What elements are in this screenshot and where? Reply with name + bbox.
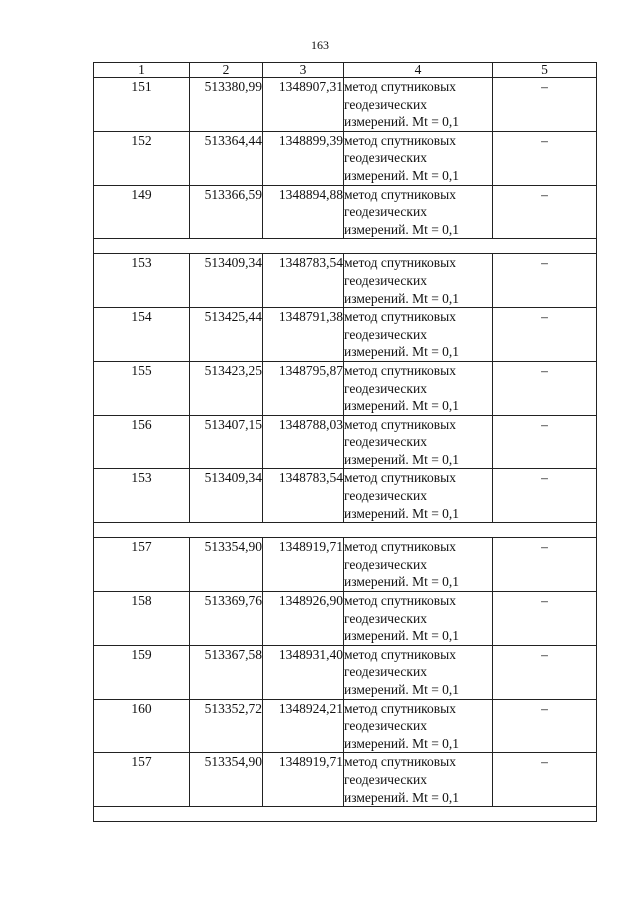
coordinate-x-cell: 513409,34 <box>190 254 263 308</box>
method-line: геодезических <box>344 771 427 787</box>
coordinate-y-cell: 1348791,38 <box>263 308 344 362</box>
coordinate-x-cell: 513380,99 <box>190 78 263 132</box>
method-line: измерений. Mt = 0,1 <box>344 735 460 751</box>
point-number-cell: 153 <box>94 469 190 523</box>
coordinate-x-cell: 513369,76 <box>190 592 263 646</box>
coordinates-table <box>93 62 597 822</box>
method-line: метод спутниковых <box>344 593 456 609</box>
method-line: геодезических <box>344 610 427 626</box>
method-line: метод спутниковых <box>344 539 456 555</box>
method-line: геодезических <box>344 96 427 112</box>
method-cell <box>344 645 493 699</box>
method-line: измерений. Mt = 0,1 <box>344 789 460 805</box>
method-cell <box>344 185 493 239</box>
coordinate-y-cell: 1348926,90 <box>263 592 344 646</box>
coordinate-x-cell: 513425,44 <box>190 308 263 362</box>
page-number: 163 <box>311 38 329 52</box>
method-line: измерений. Mt = 0,1 <box>344 290 460 306</box>
column-5-cell: – <box>493 308 597 362</box>
method-line: измерений. Mt = 0,1 <box>344 221 460 237</box>
coordinate-y-cell: 1348788,03 <box>263 415 344 469</box>
separator-row <box>94 807 597 822</box>
column-5-cell: – <box>493 469 597 523</box>
method-cell <box>344 699 493 753</box>
column-header-3: 3 <box>263 63 344 78</box>
column-5-cell: – <box>493 592 597 646</box>
coordinate-y-cell: 1348919,71 <box>263 753 344 807</box>
method-cell <box>344 308 493 362</box>
method-line: измерений. Mt = 0,1 <box>344 344 460 360</box>
point-number-cell: 151 <box>94 78 190 132</box>
column-5-cell: – <box>493 185 597 239</box>
method-line: геодезических <box>344 718 427 734</box>
method-line: метод спутниковых <box>344 700 456 716</box>
column-5-cell: – <box>493 645 597 699</box>
coordinate-y-cell: 1348899,39 <box>263 131 344 185</box>
point-number-cell: 159 <box>94 645 190 699</box>
coordinate-y-cell: 1348783,54 <box>263 254 344 308</box>
coordinate-x-cell: 513367,58 <box>190 645 263 699</box>
method-line: геодезических <box>344 664 427 680</box>
coordinate-y-cell: 1348783,54 <box>263 469 344 523</box>
table-row <box>94 592 597 646</box>
column-5-cell: – <box>493 254 597 308</box>
table-row <box>94 753 597 807</box>
method-line: геодезических <box>344 434 427 450</box>
coordinate-y-cell: 1348919,71 <box>263 538 344 592</box>
method-line: измерений. Mt = 0,1 <box>344 682 460 697</box>
method-line: геодезических <box>344 488 427 504</box>
coordinate-x-cell: 513409,34 <box>190 469 263 523</box>
method-line: геодезических <box>344 272 427 288</box>
point-number-cell: 156 <box>94 415 190 469</box>
column-header-4: 4 <box>344 63 493 78</box>
method-line: метод спутниковых <box>344 416 456 432</box>
point-number-cell: 160 <box>94 699 190 753</box>
coordinate-x-cell: 513354,90 <box>190 753 263 807</box>
coordinate-x-cell: 513354,90 <box>190 538 263 592</box>
method-cell <box>344 469 493 523</box>
coordinate-y-cell: 1348931,40 <box>263 645 344 699</box>
method-cell <box>344 592 493 646</box>
method-line: геодезических <box>344 150 427 166</box>
method-cell <box>344 131 493 185</box>
coordinate-x-cell: 513364,44 <box>190 131 263 185</box>
column-5-cell: – <box>493 361 597 415</box>
method-line: метод спутниковых <box>344 79 456 94</box>
coordinate-x-cell: 513407,15 <box>190 415 263 469</box>
point-number-cell: 157 <box>94 538 190 592</box>
point-number-cell: 149 <box>94 185 190 239</box>
column-5-cell: – <box>493 131 597 185</box>
table-body <box>94 78 597 822</box>
coordinate-y-cell: 1348907,31 <box>263 78 344 132</box>
table-row <box>94 538 597 592</box>
method-line: измерений. Mt = 0,1 <box>344 167 460 183</box>
method-line: измерений. Mt = 0,1 <box>344 398 460 414</box>
coordinate-x-cell: 513352,72 <box>190 699 263 753</box>
table-row <box>94 131 597 185</box>
method-line: метод спутниковых <box>344 470 456 486</box>
point-number-cell: 153 <box>94 254 190 308</box>
column-header-1: 1 <box>94 63 190 78</box>
method-cell <box>344 415 493 469</box>
coordinate-y-cell: 1348795,87 <box>263 361 344 415</box>
separator-cell <box>94 807 597 822</box>
column-5-cell: – <box>493 538 597 592</box>
method-line: геодезических <box>344 380 427 396</box>
coordinate-y-cell: 1348894,88 <box>263 185 344 239</box>
point-number-cell: 155 <box>94 361 190 415</box>
separator-row <box>94 239 597 254</box>
method-line: метод спутниковых <box>344 309 456 325</box>
table-row <box>94 78 597 132</box>
table-header-row <box>94 63 597 78</box>
table-row <box>94 185 597 239</box>
method-line: измерений. Mt = 0,1 <box>344 451 460 467</box>
method-cell <box>344 753 493 807</box>
separator-cell <box>94 523 597 538</box>
point-number-cell: 158 <box>94 592 190 646</box>
column-header-2: 2 <box>190 63 263 78</box>
method-cell <box>344 538 493 592</box>
method-cell <box>344 78 493 132</box>
point-number-cell: 152 <box>94 131 190 185</box>
column-5-cell: – <box>493 415 597 469</box>
method-line: метод спутниковых <box>344 132 456 148</box>
coordinate-x-cell: 513423,25 <box>190 361 263 415</box>
table-row <box>94 361 597 415</box>
table-row <box>94 308 597 362</box>
method-line: геодезических <box>344 204 427 220</box>
table-row <box>94 469 597 523</box>
method-line: измерений. Mt = 0,1 <box>344 628 460 644</box>
method-line: метод спутниковых <box>344 754 456 770</box>
column-5-cell: – <box>493 699 597 753</box>
method-line: измерений. Mt = 0,1 <box>344 114 460 130</box>
table-row <box>94 254 597 308</box>
column-5-cell: – <box>493 78 597 132</box>
method-line: измерений. Mt = 0,1 <box>344 574 460 590</box>
column-5-cell: – <box>493 753 597 807</box>
point-number-cell: 154 <box>94 308 190 362</box>
coordinate-x-cell: 513366,59 <box>190 185 263 239</box>
column-header-5: 5 <box>493 63 597 78</box>
method-line: измерений. Mt = 0,1 <box>344 505 460 521</box>
method-cell <box>344 361 493 415</box>
method-line: метод спутниковых <box>344 646 456 662</box>
table-row <box>94 645 597 699</box>
method-line: метод спутниковых <box>344 255 456 271</box>
separator-cell <box>94 239 597 254</box>
method-line: метод спутниковых <box>344 186 456 202</box>
method-line: геодезических <box>344 556 427 572</box>
table-row <box>94 415 597 469</box>
table-row <box>94 699 597 753</box>
separator-row <box>94 523 597 538</box>
method-line: метод спутниковых <box>344 362 456 378</box>
point-number-cell: 157 <box>94 753 190 807</box>
method-cell <box>344 254 493 308</box>
method-line: геодезических <box>344 326 427 342</box>
coordinate-y-cell: 1348924,21 <box>263 699 344 753</box>
